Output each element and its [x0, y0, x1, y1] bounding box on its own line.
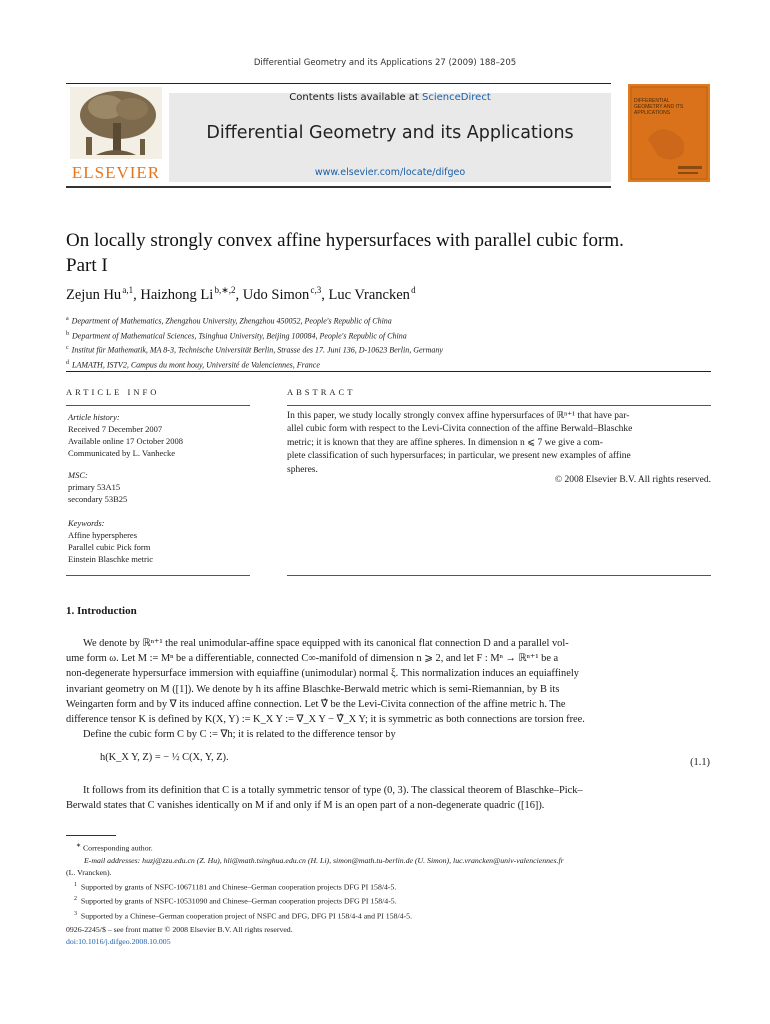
affiliations — [66, 313, 443, 372]
affiliation-mark: d — [66, 359, 69, 366]
affiliation-text: Department of Mathematical Sciences, Tsinghua University, Beijing 100084, People's Republic of China — [72, 331, 407, 341]
abstract-line: In this paper, we study locally strongly convex affine hypersurfaces of ℝⁿ⁺¹ that have par- — [287, 411, 630, 421]
equation-number: (1.1) — [690, 757, 710, 768]
body-line: We denote by ℝⁿ⁺¹ the real unimodular-affine space equipped with its canonical flat connection D and a parallel vol- — [83, 638, 569, 649]
body-line: invariant geometry on M ([1]). We denote by h its affine Blaschke-Berwald metric which is semi-Riemannian, by B its — [66, 683, 560, 695]
journal-url-link[interactable]: www.elsevier.com/locate/difgeo — [314, 167, 466, 178]
received-date: Received 7 December 2007 — [68, 424, 163, 434]
section-heading: 1. Introduction — [66, 605, 137, 617]
keywords-block — [68, 517, 248, 565]
msc-label: MSC: — [68, 470, 88, 480]
running-header: Differential Geometry and its Applications 27 (2009) 188–205 — [253, 58, 517, 68]
author-affil-mark[interactable]: b,∗,2 — [214, 285, 236, 295]
intro-paragraph — [66, 783, 711, 813]
abstract-line: metric; it is known that they are affine spheres. In dimension n ⩽ 7 we give a com- — [287, 437, 603, 448]
affiliation — [66, 357, 443, 372]
affiliation-text: LAMATH, ISTV2, Campus du mont houy, Université de Valenciennes, France — [72, 360, 320, 370]
abstract-copyright: © 2008 Elsevier B.V. All rights reserved. — [554, 475, 711, 485]
article-info-heading: ARTICLE INFO — [66, 387, 160, 397]
abstract-line: plete classification of such hypersurfaces; in particular, we present new examples of affine — [287, 451, 631, 462]
body-line: Define the cubic form C by C := ∇h; it is related to the difference tensor by — [83, 729, 396, 741]
article-title-line: On locally strongly convex affine hypersurfaces with parallel cubic form. — [66, 230, 624, 251]
footnote-mark: 2 — [74, 896, 77, 903]
affiliation-mark: b — [66, 330, 69, 337]
footnote-grant — [66, 908, 711, 923]
footnote-emails-cont: (L. Vrancken). — [66, 867, 112, 877]
author-affil-mark[interactable]: c,3 — [310, 285, 322, 295]
communicated-by: Communicated by L. Vanhecke — [68, 448, 176, 458]
footnote-corresponding: ∗ Corresponding author. — [76, 843, 153, 853]
footnote-mark: 3 — [74, 910, 77, 917]
article-title-line: Part I — [66, 255, 108, 276]
author-list: Zejun Hu $^{a,1}$, Haizhong Li $^{b,∗,2}$, Udo Simon $^{c,3}$, Luc Vrancken $^d$ — [66, 285, 416, 303]
contents-line — [169, 92, 611, 103]
article-title — [66, 228, 706, 278]
header-rule — [66, 83, 611, 84]
keyword: Einstein Blaschke metric — [68, 554, 153, 564]
abstract-text — [287, 410, 711, 477]
info-rule — [66, 405, 250, 406]
author-name: Udo Simon — [242, 286, 310, 303]
elsevier-logo — [66, 85, 166, 185]
author-affil-mark[interactable]: a,1 — [122, 285, 134, 295]
body-line: It follows from its definition that C is a totally symmetric tensor of type (0, 3). The classical theorem of Blaschke–Pick– — [83, 785, 583, 796]
affiliation-text: Department of Mathematics, Zhengzhou University, Zhengzhou 450052, People's Republic of China — [71, 316, 392, 326]
author-name: Zejun Hu — [66, 286, 122, 303]
body-line: difference tensor K is defined by K(X, Y) := K_X Y := ∇_X Y − ∇̂_X Y; it is symmetric as both connections are torsion free. — [66, 714, 585, 726]
footnotes — [66, 840, 711, 922]
footnote-emails[interactable]: E-mail addresses: huzj@zzu.edu.cn (Z. Hu), hli@math.tsinghua.edu.cn (H. Li), simon@math.tu-berlin.de (U. Simon), luc.vrancken@univ-valenciennes.fr — [84, 855, 564, 865]
footnote-text: Supported by grants of NSFC-10531090 and Chinese–German cooperation projects DFG PI 158/4-5. — [80, 896, 397, 906]
section-separator — [66, 371, 711, 372]
footnote-rule — [66, 835, 116, 836]
info-rule — [66, 575, 250, 576]
body-line: non-degenerate hypersurface immersion with equiaffine (unimodular) normal ξ. This normalization induces an equiaffinely — [66, 668, 579, 680]
footnote-text: Supported by a Chinese–German cooperation project of NSFC and DFG, DFG PI 158/4-4 and PI 158/4-5. — [80, 911, 413, 921]
footnote-grant — [66, 879, 711, 894]
author-name: Haizhong Li — [140, 286, 214, 303]
doi-link[interactable]: doi:10.1016/j.difgeo.2008.10.005 — [66, 937, 171, 946]
body-line: Weingarten form and by ∇ its induced affine connection. Let ∇̂ be the Levi-Civita connection of the affine metric h. The — [66, 698, 566, 710]
abstract-heading: ABSTRACT — [287, 387, 356, 397]
cover-title: DIFFERENTIAL GEOMETRY AND ITS APPLICATIONS — [634, 98, 684, 116]
elsevier-wordmark: ELSEVIER — [71, 163, 161, 182]
body-line: ume form ω. Let M := Mⁿ be a differentiable, connected C∞-manifold of dimension n ⩾ 2, and let F : Mⁿ → ℝⁿ⁺¹ be a — [66, 653, 559, 665]
issn-line: 0926-2245/$ – see front matter © 2008 Elsevier B.V. All rights reserved. — [66, 925, 293, 934]
affiliation-mark: c — [66, 345, 69, 352]
available-date: Available online 17 October 2008 — [68, 436, 184, 446]
footnote-text: Supported by grants of NSFC-10671181 and Chinese–German cooperation projects DFG PI 158/4-5. — [80, 882, 397, 892]
keywords-label: Keywords: — [68, 518, 105, 528]
abstract-line: allel cubic form with respect to the Levi-Civita connection of the affine Berwald–Blaschke — [287, 424, 633, 435]
msc-primary: primary 53A15 — [68, 482, 121, 492]
equation: h(K_X Y, Z) = − ½ C(X, Y, Z). — [100, 752, 229, 763]
journal-cover — [628, 84, 710, 182]
affiliation — [66, 313, 443, 328]
msc-secondary: secondary 53B25 — [68, 494, 128, 504]
author-affil-mark[interactable]: d — [411, 285, 416, 295]
sciencedirect-link[interactable]: ScienceDirect — [422, 92, 491, 103]
history-label: Article history: — [68, 412, 120, 422]
front-matter — [66, 924, 293, 948]
affiliation — [66, 328, 443, 343]
article-history — [68, 411, 248, 459]
author-name: Luc Vrancken — [328, 286, 410, 303]
keyword: Affine hyperspheres — [68, 530, 138, 540]
contents-prefix: Contents lists available at — [289, 92, 423, 103]
affiliation-text: Institut für Mathematik, MA 8-3, Technische Universität Berlin, Strasse des 17. Juni 136, D-10623 Berlin, Germany — [71, 345, 443, 355]
abstract-rule — [287, 575, 711, 576]
body-line: Berwald states that C vanishes identically on M if and only if M is an open part of a non-degenerate quadric ([16]). — [66, 800, 545, 812]
abstract-line: spheres. — [287, 464, 318, 475]
keyword: Parallel cubic Pick form — [68, 542, 151, 552]
abstract-rule — [287, 405, 711, 406]
footnote-mark: 1 — [74, 881, 77, 888]
footnote-text: Corresponding author. — [82, 843, 153, 853]
affiliation-mark: a — [66, 316, 69, 322]
intro-paragraph — [66, 636, 711, 742]
banner-rule — [66, 186, 611, 188]
footnote-grant — [66, 893, 711, 908]
affiliation — [66, 342, 443, 357]
msc-block — [68, 469, 248, 505]
journal-title: Differential Geometry and its Applications — [206, 123, 574, 143]
